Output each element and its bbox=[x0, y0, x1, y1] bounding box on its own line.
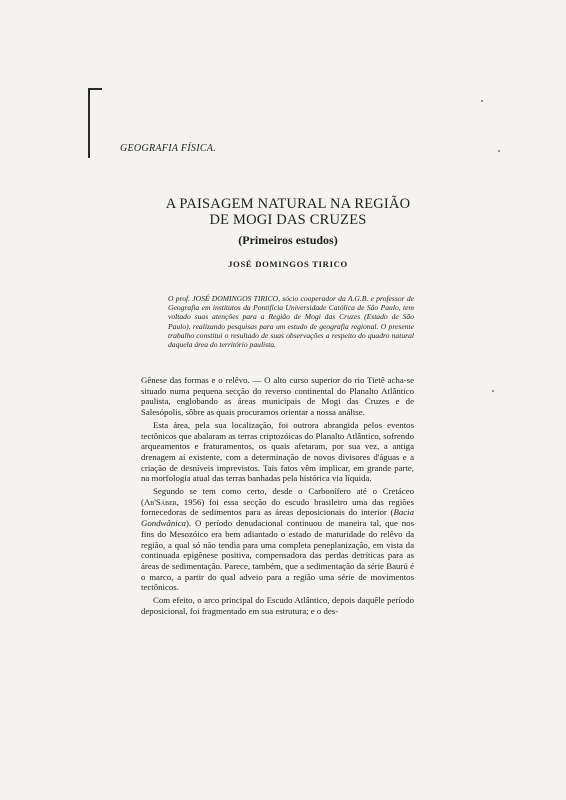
paragraph-4: Com efeito, o arco principal do Escudo Atlântico, depois daquêle período deposicional, foi fragmentado em sua estrutura; e o des- bbox=[141, 595, 414, 616]
paragraph-1: Gênese das formas e o relêvo. — O alto curso superior do rio Tietê acha-se situado numa pequena secção do reverso continental do Planalto Atlântico paulista, englobando as áreas municipais de Mogi das Cruzes e de Salesópolis, sôbre as quais procuramos orientar a nossa análise. bbox=[141, 375, 414, 418]
corner-mark-tick bbox=[88, 88, 102, 90]
author-abstract: O prof. JOSÉ DOMINGOS TIRICO, sócio cooperador da A.G.B. e professor de Geografia em institutos da Pontifícia Universidade Católica de São Paulo, tem voltado suas atenções para a Região de Mogi das Cruzes (Estado de São Paulo), realizando pesquisas para um estudo de geografia regional. O presente trabalho constitui o resultado de suas observações a respeito do quadro natural daquela área do território paulista. bbox=[168, 294, 414, 350]
author-name: JOSÉ DOMINGOS TIRICO bbox=[228, 259, 348, 269]
scan-speck bbox=[481, 100, 483, 102]
citation-author: Ab'Sáber bbox=[143, 496, 177, 507]
paragraph-2: Esta área, pela sua localização, foi outrora abrangida pelos eventos tectônicos que abalaram as terras criptozóicas do Planalto Atlântico, sofrendo arqueamentos e fraturamentos, os quais afetaram, por sua vez, a antiga drenagem aí existente, com a determinação de novos divisores d'águas e a criação de desníveis imprevistos. Tais fatos vêm implicar, em grande parte, na morfologia atual das terras banhadas pela histórica via líquida. bbox=[141, 419, 414, 484]
basin-name: Bacia Gondwânica bbox=[141, 507, 414, 529]
corner-mark bbox=[88, 88, 90, 158]
article-body bbox=[141, 375, 414, 618]
scan-speck bbox=[492, 390, 494, 392]
article-title-line-1: A PAISAGEM NATURAL NA REGIÃO bbox=[165, 196, 411, 212]
section-label: GEOGRAFIA FÍSICA. bbox=[120, 143, 217, 154]
article-subtitle: (Primeiros estudos) bbox=[238, 233, 338, 247]
paragraph-3: Segundo se tem como certo, desde o Carbonífero até o Cretáceo (Ab'Sáber, 1956) foi essa secção do escudo brasileiro uma das regiões fornecedoras de sedimentos para as áreas deposicionais do interior (Bacia Gondwânica). O período denudacional continuou de maneira tal, que nos fins do Mesozóico era bem adiantado o estado de maturidade do relêvo da região, a qual só não tendia para uma completa peneplanização, em vista da continuada epigênese positiva, compensadora das perdas detríticas para as áreas de sedimentação. Parece, também, que a sedimentação da série Baurú é o marco, a partir do qual adveio para a região uma série de movimentos tectônicos. bbox=[141, 486, 414, 593]
scan-speck bbox=[498, 150, 500, 152]
section-heading: Gênese das formas e o relêvo. bbox=[141, 375, 250, 385]
article-title-line-2: DE MOGI DAS CRUZES bbox=[209, 212, 367, 228]
